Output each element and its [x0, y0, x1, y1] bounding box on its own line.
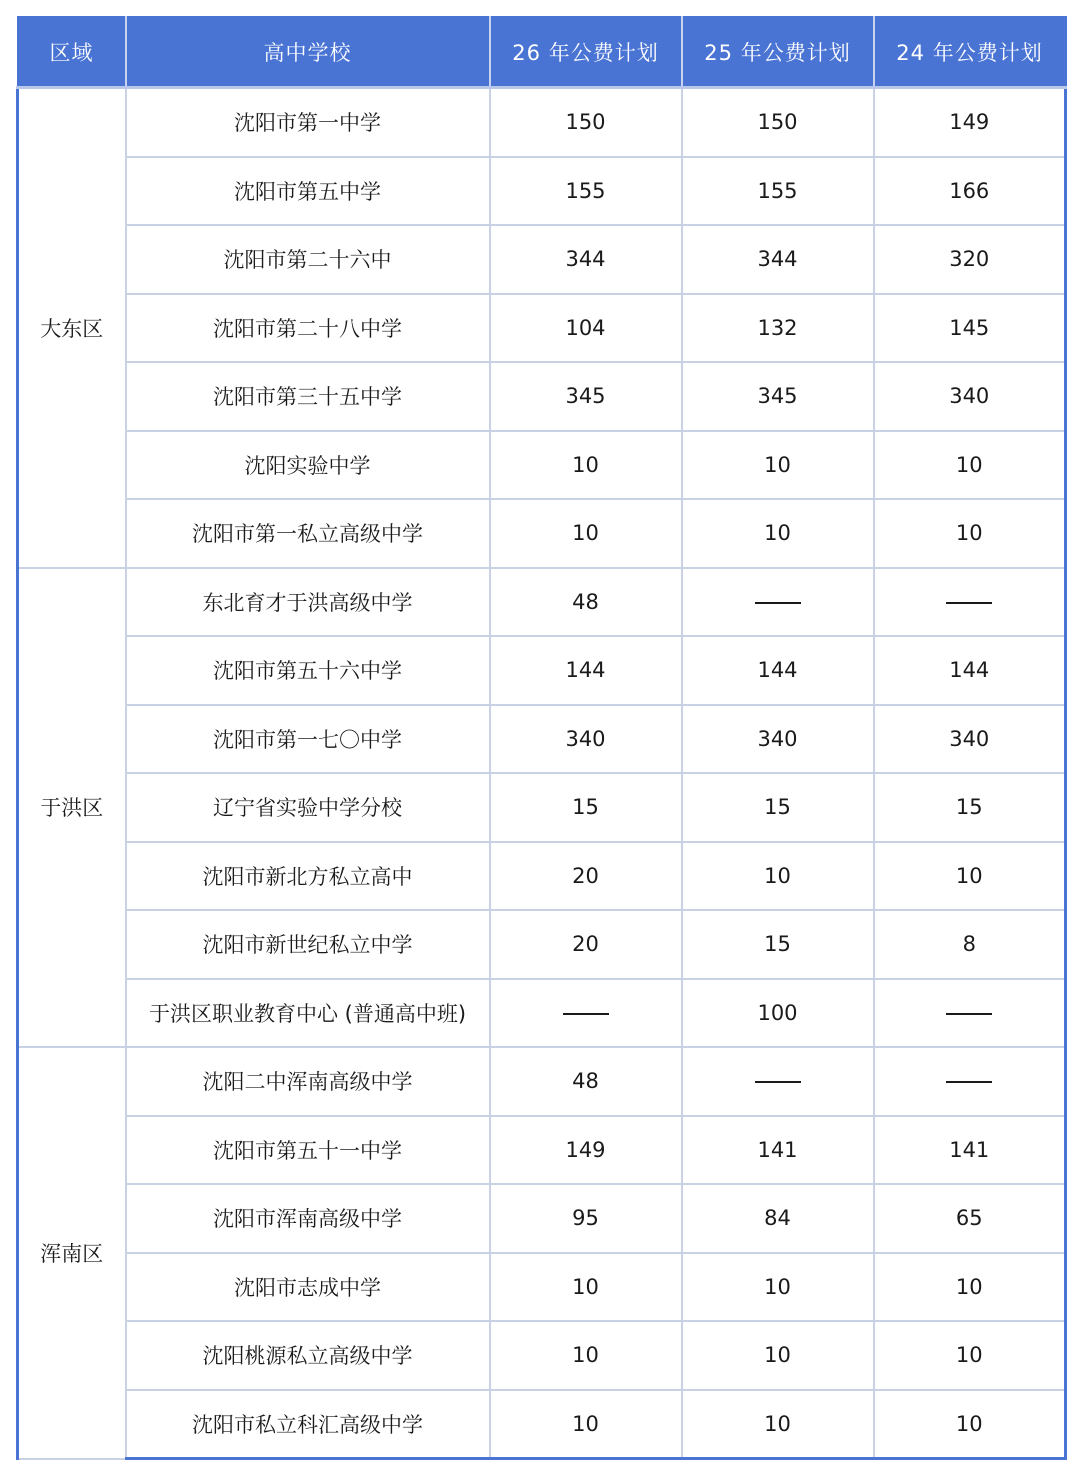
- school-name-cell: 沈阳市第一七〇中学: [126, 705, 490, 774]
- table-row: [18, 1321, 1066, 1390]
- no-plan-dash: [946, 602, 992, 604]
- school-name-cell: 沈阳市浑南高级中学: [126, 1184, 490, 1253]
- area-cell: 于洪区: [18, 568, 126, 1048]
- plan-2025-cell: 84: [682, 1184, 874, 1253]
- plan-2025-cell: 344: [682, 225, 874, 294]
- plan-2025-cell: 10: [682, 1253, 874, 1322]
- plan-2026-cell: 344: [490, 225, 682, 294]
- table-row: [18, 1047, 1066, 1116]
- plan-2026-cell: 345: [490, 362, 682, 431]
- plan-2024-cell: 10: [874, 1253, 1066, 1322]
- plan-2025-cell: 155: [682, 157, 874, 226]
- table-row: [18, 431, 1066, 500]
- plan-2026-cell: 20: [490, 910, 682, 979]
- school-name-cell: 沈阳市私立科汇高级中学: [126, 1390, 490, 1459]
- plan-2024-cell: 340: [874, 362, 1066, 431]
- plan-2025-cell: 100: [682, 979, 874, 1048]
- table-row: [18, 910, 1066, 979]
- plan-2025-cell: 10: [682, 431, 874, 500]
- header-school: 高中学校: [126, 17, 490, 88]
- plan-2025-cell: 141: [682, 1116, 874, 1185]
- plan-2026-cell: 48: [490, 1047, 682, 1116]
- plan-2024-cell: 10: [874, 842, 1066, 911]
- table-body: [18, 88, 1066, 1459]
- plan-2024-cell: 10: [874, 1321, 1066, 1390]
- school-name-cell: 沈阳市新北方私立高中: [126, 842, 490, 911]
- plan-2025-cell: [682, 568, 874, 637]
- area-cell: 大东区: [18, 88, 126, 568]
- school-name-cell: 沈阳市新世纪私立中学: [126, 910, 490, 979]
- plan-2025-cell: 10: [682, 499, 874, 568]
- plan-2024-cell: 10: [874, 431, 1066, 500]
- school-name-cell: 沈阳市第三十五中学: [126, 362, 490, 431]
- plan-2026-cell: 155: [490, 157, 682, 226]
- school-name-cell: 沈阳市第五十一中学: [126, 1116, 490, 1185]
- plan-2025-cell: 340: [682, 705, 874, 774]
- plan-2024-cell: 10: [874, 499, 1066, 568]
- plan-2026-cell: 15: [490, 773, 682, 842]
- table-row: [18, 294, 1066, 363]
- table-row: [18, 157, 1066, 226]
- school-name-cell: 沈阳市第一中学: [126, 88, 490, 157]
- table-row: [18, 1253, 1066, 1322]
- plan-2026-cell: 20: [490, 842, 682, 911]
- plan-2024-cell: 144: [874, 636, 1066, 705]
- plan-2024-cell: 65: [874, 1184, 1066, 1253]
- table-row: [18, 568, 1066, 637]
- school-name-cell: 辽宁省实验中学分校: [126, 773, 490, 842]
- plan-2026-cell: 150: [490, 88, 682, 157]
- area-cell: 浑南区: [18, 1047, 126, 1459]
- school-name-cell: 沈阳市志成中学: [126, 1253, 490, 1322]
- plan-2026-cell: 149: [490, 1116, 682, 1185]
- table-row: [18, 1116, 1066, 1185]
- table-row: [18, 705, 1066, 774]
- table-row: [18, 362, 1066, 431]
- school-name-cell: 沈阳桃源私立高级中学: [126, 1321, 490, 1390]
- plan-2026-cell: 10: [490, 1390, 682, 1459]
- table-header: [18, 17, 1066, 88]
- school-name-cell: 沈阳实验中学: [126, 431, 490, 500]
- plan-2025-cell: 345: [682, 362, 874, 431]
- no-plan-dash: [755, 1081, 801, 1083]
- school-name-cell: 沈阳市第一私立高级中学: [126, 499, 490, 568]
- no-plan-dash: [946, 1013, 992, 1015]
- plan-2024-cell: 15: [874, 773, 1066, 842]
- table-row: [18, 499, 1066, 568]
- plan-2026-cell: 104: [490, 294, 682, 363]
- plan-2026-cell: 340: [490, 705, 682, 774]
- header-2024-plan: 24 年公费计划: [874, 17, 1066, 88]
- header-2026-plan: 26 年公费计划: [490, 17, 682, 88]
- table-row: [18, 1390, 1066, 1459]
- plan-2024-cell: [874, 568, 1066, 637]
- plan-2025-cell: 144: [682, 636, 874, 705]
- header-2025-plan: 25 年公费计划: [682, 17, 874, 88]
- plan-2024-cell: 340: [874, 705, 1066, 774]
- plan-2026-cell: 95: [490, 1184, 682, 1253]
- no-plan-dash: [946, 1081, 992, 1083]
- header-row: [18, 17, 1066, 88]
- plan-2024-cell: 320: [874, 225, 1066, 294]
- plan-2025-cell: 15: [682, 910, 874, 979]
- table-row: [18, 636, 1066, 705]
- plan-2025-cell: 10: [682, 842, 874, 911]
- plan-2026-cell: 10: [490, 1253, 682, 1322]
- plan-2025-cell: 10: [682, 1321, 874, 1390]
- school-name-cell: 沈阳市第二十六中: [126, 225, 490, 294]
- no-plan-dash: [755, 602, 801, 604]
- plan-2026-cell: 10: [490, 431, 682, 500]
- school-name-cell: 沈阳市第二十八中学: [126, 294, 490, 363]
- school-name-cell: 于洪区职业教育中心 (普通高中班): [126, 979, 490, 1048]
- plan-2025-cell: 15: [682, 773, 874, 842]
- school-name-cell: 沈阳市第五十六中学: [126, 636, 490, 705]
- plan-2024-cell: 141: [874, 1116, 1066, 1185]
- table-row: [18, 979, 1066, 1048]
- plan-2026-cell: 10: [490, 1321, 682, 1390]
- plan-2026-cell: 48: [490, 568, 682, 637]
- plan-2026-cell: 10: [490, 499, 682, 568]
- school-name-cell: 沈阳市第五中学: [126, 157, 490, 226]
- public-funded-plan-table: [16, 16, 1067, 1460]
- table-row: [18, 773, 1066, 842]
- plan-2024-cell: [874, 1047, 1066, 1116]
- table-row: [18, 842, 1066, 911]
- school-name-cell: 沈阳二中浑南高级中学: [126, 1047, 490, 1116]
- table-row: [18, 1184, 1066, 1253]
- table-row: [18, 225, 1066, 294]
- header-area: 区域: [18, 17, 126, 88]
- table-row: [18, 88, 1066, 157]
- school-name-cell: 东北育才于洪高级中学: [126, 568, 490, 637]
- plan-2024-cell: 10: [874, 1390, 1066, 1459]
- plan-table-container: [16, 16, 1064, 1460]
- plan-2024-cell: 145: [874, 294, 1066, 363]
- plan-2025-cell: [682, 1047, 874, 1116]
- plan-2025-cell: 150: [682, 88, 874, 157]
- plan-2026-cell: 144: [490, 636, 682, 705]
- plan-2024-cell: 8: [874, 910, 1066, 979]
- plan-2024-cell: [874, 979, 1066, 1048]
- plan-2024-cell: 166: [874, 157, 1066, 226]
- plan-2024-cell: 149: [874, 88, 1066, 157]
- plan-2025-cell: 132: [682, 294, 874, 363]
- plan-2025-cell: 10: [682, 1390, 874, 1459]
- no-plan-dash: [563, 1013, 609, 1015]
- plan-2026-cell: [490, 979, 682, 1048]
